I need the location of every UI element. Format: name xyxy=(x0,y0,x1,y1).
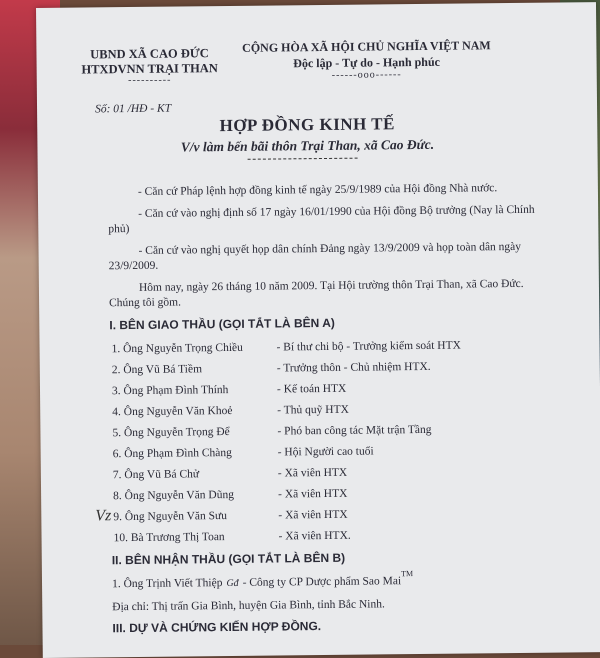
member-name: 8. Ông Nguyễn Văn Dũng xyxy=(113,488,235,502)
org-divider: ---------- xyxy=(128,74,172,87)
party-b-handwriting-tm: TM xyxy=(401,569,414,579)
member-role: - Xã viên HTX xyxy=(278,487,348,501)
member-role: - Xã viên HTX xyxy=(278,508,348,522)
party-b-name: 1. Ông Trịnh Viết Thiệp xyxy=(111,577,223,591)
member-role: - Bí thư chi bộ - Trưởng kiểm soát HTX xyxy=(276,339,461,354)
preamble-4: Hôm nay, ngày 26 tháng 10 năm 2009. Tại Hội trường thôn Trại Than, xã Cao Đức. Chúng tôi gồm. xyxy=(109,277,524,310)
document-number: Số: 01 /HĐ - KT xyxy=(95,102,172,116)
member-role: - Trưởng thôn - Chủ nhiệm HTX. xyxy=(276,360,431,375)
nation-divider: ------ooo------ xyxy=(331,69,402,81)
member-name: 9. Ông Nguyễn Văn Sưu xyxy=(113,509,228,523)
member-role: - Xã viên HTX xyxy=(277,466,348,480)
party-b-handwriting: Gđ xyxy=(226,578,239,590)
nation-line-1: CỘNG HÒA XÃ HỘI CHỦ NGHĨA VIỆT NAM xyxy=(242,38,491,55)
member-name: 5. Ông Nguyễn Trọng Để xyxy=(112,425,230,439)
contract-paper xyxy=(36,2,600,658)
member-role: - Thủ quỹ HTX xyxy=(277,403,349,417)
member-name: 6. Ông Phạm Đình Chàng xyxy=(112,446,232,460)
org-line-1: UBND XÃ CAO ĐỨC xyxy=(90,46,209,62)
member-role: - Xã viên HTX. xyxy=(278,529,351,543)
section-c-heading: III. DỰ VÀ CHỨNG KIẾN HỢP ĐỒNG. xyxy=(112,619,322,636)
member-role: - Hội Người cao tuổi xyxy=(277,445,374,459)
section-b-heading: II. BÊN NHẬN THẦU (GỌI TẮT LÀ BÊN B) xyxy=(111,550,346,568)
member-role: - Kế toán HTX xyxy=(276,382,347,396)
section-a-heading: I. BÊN GIAO THẦU (GỌI TẮT LÀ BÊN A) xyxy=(109,315,335,332)
margin-handwriting: Vz xyxy=(95,507,112,525)
preamble-1: - Căn cứ Pháp lệnh hợp đồng kinh tế ngày 25/9/1989 của Hội đồng Nhà nước. xyxy=(137,182,498,198)
member-name: 2. Ông Vũ Bá Tiềm xyxy=(111,363,203,376)
document-body xyxy=(108,181,543,643)
party-b-role: - Công ty CP Dược phẩm Sao Mai xyxy=(242,575,402,590)
subtitle-divider xyxy=(248,158,358,160)
preamble-3: - Căn cứ vào nghị quyết họp dân chính Đảng ngày 13/9/2009 và họp toàn dân ngày 23/9/2009. xyxy=(108,240,522,273)
party-b-member xyxy=(112,570,542,596)
member-role: - Phó ban công tác Mặt trận Tầng xyxy=(277,423,432,438)
organization-header xyxy=(64,46,234,86)
member-name: 4. Ông Nguyễn Văn Khoẻ xyxy=(112,404,233,418)
document-title: HỢP ĐỒNG KINH TẾ xyxy=(219,114,396,136)
party-b-address: Địa chỉ: Thị trấn Gia Bình, huyện Gia Bình, tỉnh Bắc Ninh. xyxy=(112,597,385,613)
nation-motto: Độc lập - Tự do - Hạnh phúc xyxy=(293,54,441,71)
section-a-members xyxy=(109,335,541,549)
member-name: 10. Bà Trương Thị Toan xyxy=(113,530,225,544)
member-name: 1. Ông Nguyễn Trọng Chiều xyxy=(111,341,243,355)
preamble-2: - Căn cứ vào nghị định số 17 ngày 16/01/1990 của Hội đồng Bộ trưởng (Nay là Chính phủ) xyxy=(108,203,535,236)
member-name: 7. Ông Vũ Bá Chử xyxy=(112,468,200,481)
document-subtitle: V/v làm bến bãi thôn Trại Than, xã Cao Đức. xyxy=(180,136,435,155)
org-line-2: HTXDVNN TRẠI THAN xyxy=(81,61,218,77)
nation-header xyxy=(236,37,496,82)
member-name: 3. Ông Phạm Đình Thính xyxy=(111,383,229,397)
member-row xyxy=(111,524,541,550)
